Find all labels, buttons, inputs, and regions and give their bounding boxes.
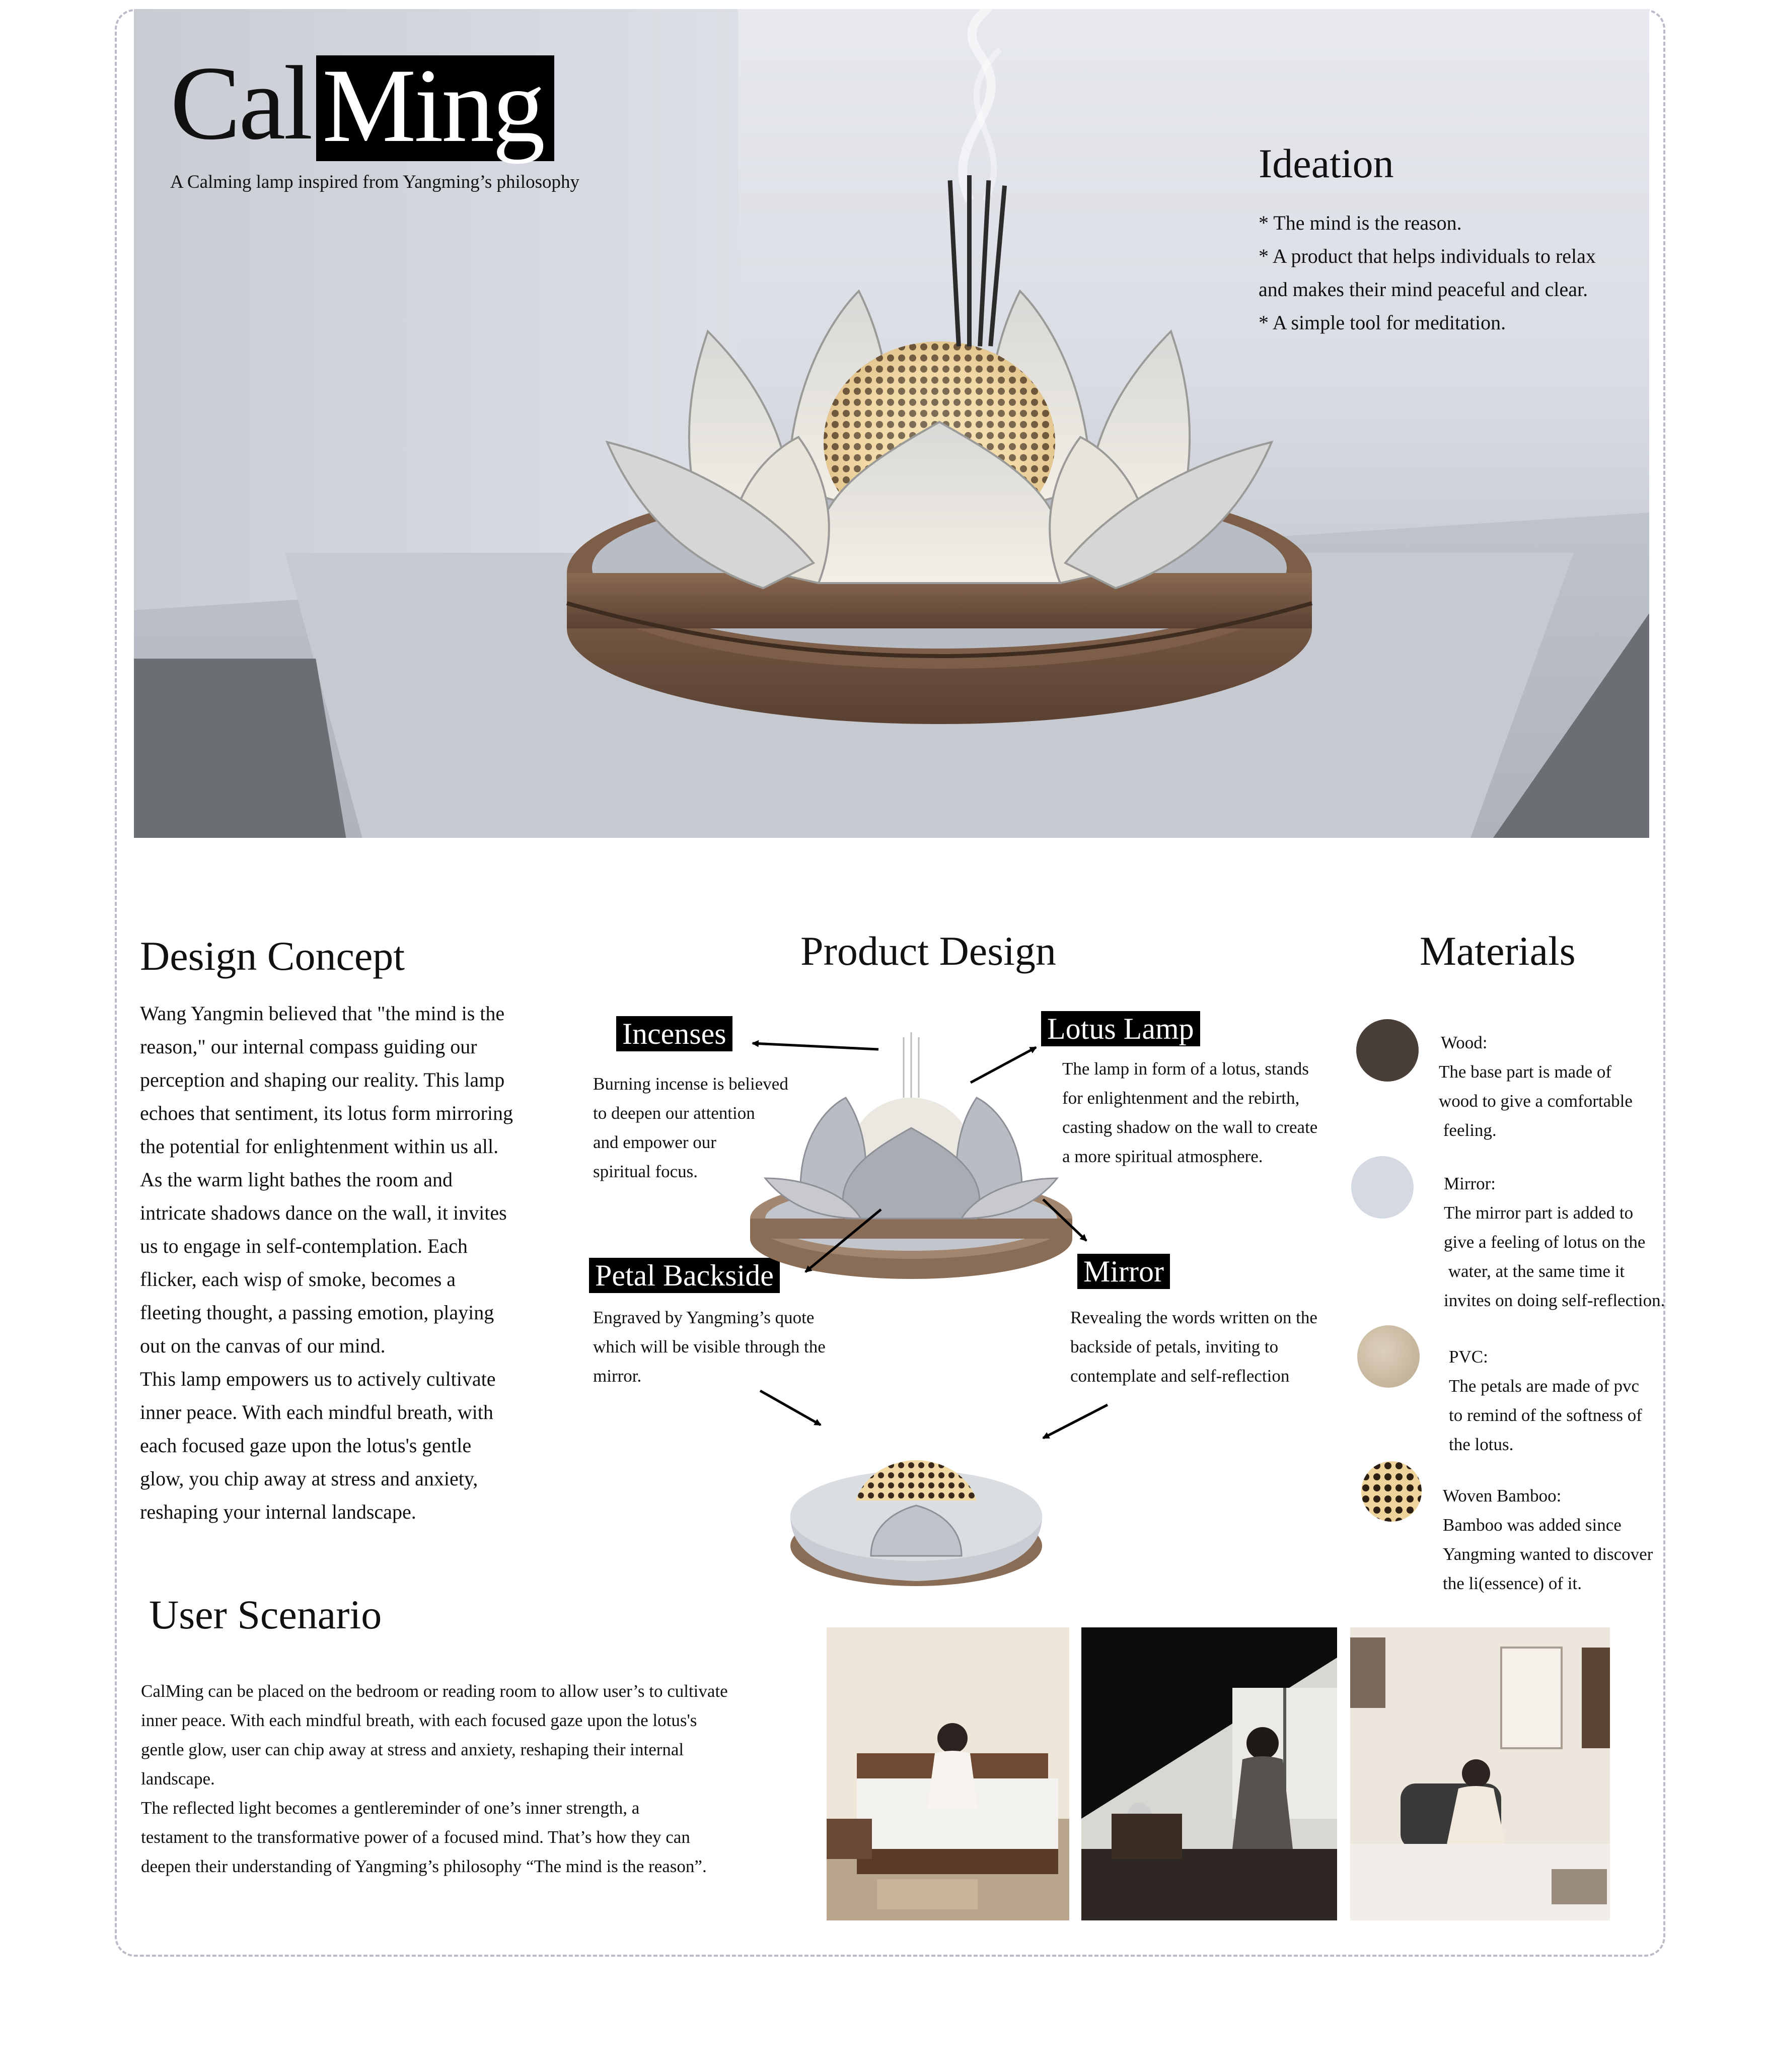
material-mirror-line: invites on doing self-reflection. — [1444, 1291, 1665, 1310]
material-wood-name: Wood: — [1441, 1033, 1488, 1052]
ideation-line: * A simple tool for meditation. — [1259, 311, 1506, 334]
ideation-list — [1259, 206, 1621, 339]
concept-line: This lamp empowers us to actively cultivate — [140, 1368, 496, 1390]
scenario-line: testament to the transformative power of a focused mind. That’s how they can — [141, 1827, 690, 1847]
concept-line: Wang Yangmin believed that "the mind is the — [140, 1002, 505, 1025]
lotus-lamp-line: a more spiritual atmosphere. — [1062, 1147, 1263, 1166]
title-cal: Cal — [170, 45, 311, 162]
ideation-line: and makes their mind peaceful and clear. — [1259, 278, 1588, 301]
wood-swatch — [1356, 1019, 1419, 1082]
concept-line: out on the canvas of our mind. — [140, 1334, 386, 1357]
material-mirror-line: water, at the same time it — [1444, 1261, 1625, 1281]
scenario-bedroom-image — [827, 1627, 1069, 1920]
concept-line: the potential for enlightenment within us all. — [140, 1135, 499, 1158]
material-bamboo-line: the li(essence) of it. — [1443, 1574, 1582, 1593]
material-mirror-line: give a feeling of lotus on the — [1444, 1232, 1646, 1252]
concept-line: intricate shadows dance on the wall, it invites — [140, 1201, 507, 1224]
lotus-lamp-render — [486, 9, 1392, 815]
title-ming: Ming — [316, 55, 554, 161]
concept-line: echoes that sentiment, its lotus form mirroring — [140, 1102, 513, 1124]
mirror-line: Revealing the words written on the — [1070, 1308, 1317, 1327]
lotus-lamp-line: for enlightenment and the rebirth, — [1062, 1088, 1300, 1108]
lotus-lamp-label: Lotus Lamp — [1041, 1011, 1200, 1046]
mirror-swatch — [1351, 1156, 1414, 1219]
user-scenario-text — [141, 1677, 728, 1881]
concept-line: each focused gaze upon the lotus's gentle — [140, 1434, 472, 1457]
concept-line: perception and shaping our reality. This lamp — [140, 1068, 505, 1091]
concept-line: glow, you chip away at stress and anxiety, — [140, 1467, 478, 1490]
concept-line: flicker, each wisp of smoke, becomes a — [140, 1268, 456, 1291]
petal-backside-description — [593, 1303, 826, 1391]
petal-backside-line: mirror. — [593, 1366, 642, 1386]
scenario-line: inner peace. With each mindful breath, with each focused gaze upon the lotus's — [141, 1710, 697, 1730]
concept-line: fleeting thought, a passing emotion, playing — [140, 1301, 494, 1324]
mirror-label: Mirror — [1077, 1254, 1170, 1289]
concept-line: inner peace. With each mindful breath, with — [140, 1401, 493, 1423]
design-concept-heading: Design Concept — [140, 933, 405, 979]
petal-backside-line: Engraved by Yangming’s quote — [593, 1308, 815, 1327]
ideation-heading: Ideation — [1259, 140, 1394, 186]
material-bamboo — [1443, 1481, 1653, 1598]
poster-subtitle: A Calming lamp inspired from Yangming’s philosophy — [170, 172, 579, 192]
scenario-line: deepen their understanding of Yangming’s philosophy “The mind is the reason”. — [141, 1856, 707, 1876]
material-pvc-name: PVC: — [1449, 1347, 1488, 1367]
material-bamboo-name: Woven Bamboo: — [1443, 1486, 1562, 1506]
lotus-lamp-line: casting shadow on the wall to create — [1062, 1117, 1318, 1137]
woven-bamboo-swatch — [1360, 1460, 1423, 1523]
scenario-window-image — [1081, 1627, 1337, 1920]
incenses-line: Burning incense is believed — [593, 1074, 788, 1094]
material-pvc-line: to remind of the softness of — [1449, 1405, 1642, 1425]
scenario-line: gentle glow, user can chip away at stress and anxiety, reshaping their internal — [141, 1740, 684, 1759]
scenario-line: The reflected light becomes a gentlereminder of one’s inner strength, a — [141, 1798, 640, 1818]
concept-line: As the warm light bathes the room and — [140, 1168, 453, 1191]
material-wood-line: wood to give a comfortable — [1439, 1091, 1633, 1111]
incenses-label: Incenses — [616, 1016, 732, 1051]
material-wood-line: feeling. — [1439, 1120, 1497, 1140]
mirror-base-diagram — [785, 1440, 1047, 1591]
concept-line: us to engage in self-contemplation. Each — [140, 1235, 468, 1257]
design-concept-text — [140, 997, 513, 1529]
material-mirror — [1444, 1169, 1665, 1315]
material-pvc-line: the lotus. — [1449, 1435, 1514, 1454]
incenses-line: and empower our — [593, 1132, 716, 1152]
scenario-line: landscape. — [141, 1769, 215, 1789]
concept-line: reshaping your internal landscape. — [140, 1501, 416, 1523]
product-lotus-diagram — [745, 1027, 1077, 1289]
material-wood-line: The base part is made of — [1439, 1062, 1612, 1082]
ideation-line: * The mind is the reason. — [1259, 211, 1462, 234]
material-bamboo-line: Yangming wanted to discover — [1443, 1544, 1653, 1564]
mirror-line: backside of petals, inviting to — [1070, 1337, 1279, 1356]
incenses-line: spiritual focus. — [593, 1162, 698, 1181]
concept-line: reason," our internal compass guiding our — [140, 1035, 477, 1058]
material-bamboo-line: Bamboo was added since — [1443, 1515, 1622, 1535]
incenses-line: to deepen our attention — [593, 1103, 755, 1123]
mirror-line: contemplate and self-reflection — [1070, 1366, 1290, 1386]
mirror-description — [1070, 1303, 1317, 1391]
petal-backside-label: Petal Backside — [589, 1258, 780, 1293]
lotus-lamp-description — [1062, 1054, 1317, 1171]
lotus-lamp-line: The lamp in form of a lotus, stands — [1062, 1059, 1309, 1079]
product-design-heading: Product Design — [800, 928, 1056, 974]
ideation-line: * A product that helps individuals to relax — [1259, 245, 1596, 267]
material-wood — [1439, 1028, 1633, 1145]
materials-heading: Materials — [1420, 928, 1576, 974]
scenario-meditation-image — [1350, 1627, 1610, 1920]
petal-backside-line: which will be visible through the — [593, 1337, 826, 1356]
material-mirror-line: The mirror part is added to — [1444, 1203, 1634, 1223]
user-scenario-heading: User Scenario — [149, 1592, 382, 1637]
material-mirror-name: Mirror: — [1444, 1174, 1496, 1193]
material-pvc — [1449, 1342, 1642, 1459]
material-pvc-line: The petals are made of pvc — [1449, 1376, 1640, 1396]
pvc-swatch — [1357, 1325, 1420, 1388]
scenario-line: CalMing can be placed on the bedroom or reading room to allow user’s to cultivate — [141, 1681, 728, 1701]
